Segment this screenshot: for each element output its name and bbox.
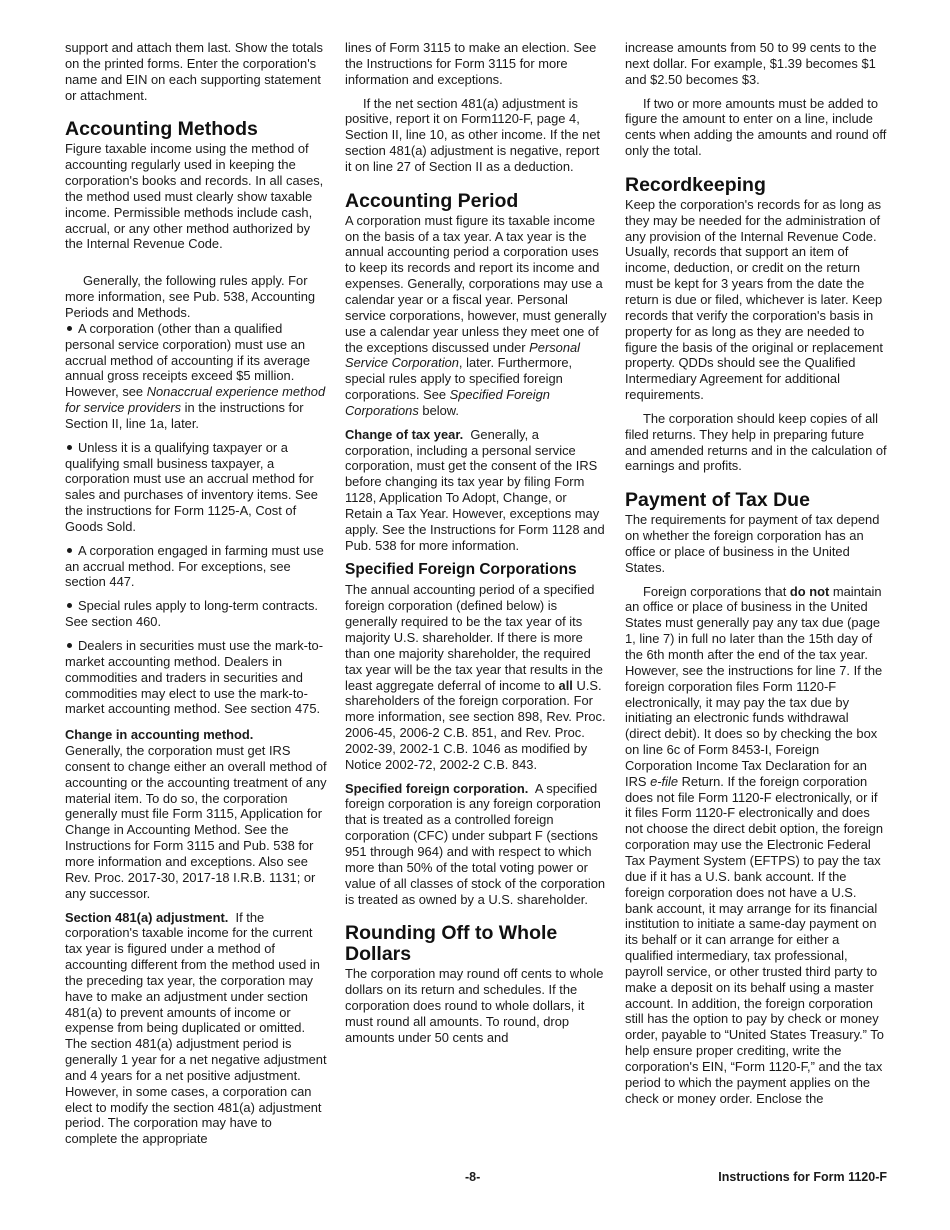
column-1 bbox=[65, 40, 327, 1155]
section-481a-adjustment: Section 481(a) adjustment. If the corporation's taxable income for the current tax year is figured under a method of accounting different from the method used in the preceding tax year, the corporation may have to make an adjustment under section 481(a) to prevent amounts of income or expense from being duplicated or omitted. The section 481(a) adjustment period is generally 1 year for a net negative adjustment and 4 years for a net positive adjustment. However, in some cases, a corporation can elect to modify the section 481(a) adjustment period. The corporation may have to complete the appropriate bbox=[65, 909, 327, 1147]
continued-paragraph: lines of Form 3115 to make an election. See the Instructions for Form 3115 for more information and exceptions. bbox=[345, 40, 597, 87]
bullet-icon bbox=[67, 603, 72, 608]
rounding-paragraph: The corporation may round off cents to whole dollars on its return and schedules. If the corporation does round to whole dollars, it must round all amounts. To round, drop amounts under 50 cents and bbox=[345, 966, 604, 1045]
bullet-item: Unless it is a qualifying taxpayer or a qualifying small business taxpayer, a corporation must use an accrual method for sales and purchases of inventory items. See the instructions for Form 1125-A, Cost of Goods Sold. bbox=[65, 439, 318, 534]
form-label: Instructions for Form 1120-F bbox=[718, 1170, 887, 1184]
change-of-tax-year: Change of tax year. Generally, a corporation, including a personal service corporation, must get the consent of the IRS before changing its tax year by filing Form 1128, Application To Adopt, Change, or Retain a Tax Year. However, exceptions may apply. See the Instructions for Form 1128 and Pub. 538 for more information. bbox=[345, 426, 605, 553]
section-481a-paragraph-2: If the net section 481(a) adjustment is positive, report it on Form1120-F, page 4, Section II, line 10, as other income. If the net section 481(a) adjustment is negative, report it on line 27 of Section II as a deduction. bbox=[345, 95, 601, 174]
column-3 bbox=[625, 40, 887, 1114]
heading-accounting-methods: Accounting Methods bbox=[65, 118, 258, 141]
heading-payment-of-tax-due: Payment of Tax Due bbox=[625, 489, 810, 512]
rounding-paragraph-2: If two or more amounts must be added to figure the amount to enter on a line, include cents when adding the amounts and round off only the total. bbox=[625, 95, 887, 159]
methods-paragraph-2: Generally, the following rules apply. For more information, see Pub. 538, Accounting Periods and Methods. bbox=[65, 273, 316, 320]
intro-paragraph: support and attach them last. Show the totals on the printed forms. Enter the corporation's name and EIN on each supporting statement or attachment. bbox=[65, 40, 323, 103]
payment-paragraph-1: The requirements for payment of tax depend on whether the foreign corporation has an office or place of business in the United States. bbox=[625, 512, 880, 575]
heading-specified-foreign-corporations: Specified Foreign Corporations bbox=[345, 561, 577, 579]
change-accounting-method: Change in accounting method. Generally, the corporation must get IRS consent to change either an overall method of accounting or the accounting treatment of any material item. To do so, the corporation generally must file Form 3115, Application for Change in Accounting Method. See the Instructions for Form 3115 and Pub. 538 for more information and exceptions. Also see Rev. Proc. 2017-30, 2017-18 I.R.B. 1131; or any successor. bbox=[65, 727, 327, 901]
payment-paragraph-2: Foreign corporations that do not maintain an office or place of business in the United States must generally pay any tax due (page 1, line 7) in full no later than the 15th day of the 6th month after the end of the tax year. However, see the instructions for line 7. If the foreign corporation files Form 1120-F electronically, it may pay the tax due by initiating an electronic funds withdrawal (direct debit). It does so by checking the box on line 6c of Form 8453-I, Foreign Corporation Income Tax Declaration for an IRS e-file Return. If the foreign corporation does not file Form 1120-F electronically, or if it files Form 1120-F electronically and does not choose the direct debit option, the foreign corporation may use the Electronic Federal Tax Payment System (EFTPS) to pay the tax due if it has a U.S. bank account. If the foreign corporation does not have a U.S. bank account, it may arrange for its financial institution to initiate a same-day payment on its behalf or it can arrange for either a qualified intermediary, tax professional, payroll service, or other trusted third party to make a deposit on its behalf using a master account. In addition, the foreign corporation still has the option to pay by check or money order, payable to “United States Treasury.” To help ensure proper crediting, write the corporation's EIN, “Form 1120-F,” and the tax period to which the payment applies on the check or money order. Enclose the bbox=[625, 583, 884, 1106]
accounting-period-paragraph: A corporation must figure its taxable income on the basis of a tax year. A tax year is the annual accounting period a corporation uses to keep its records and report its income and expenses. Generally, corporations may use a calendar year or a fiscal year. Personal service corporations, however, must generally use a calendar year unless they meet one of the exceptions discussed under Personal Service Corporation, later. Furthermore, special rules apply to specified foreign corporations. See Specified Foreign Corporations below. bbox=[345, 212, 607, 418]
bullet-item: A corporation engaged in farming must use an accrual method. For exceptions, see section 447. bbox=[65, 542, 324, 590]
continued-paragraph: increase amounts from 50 to 99 cents to the next dollar. For example, $1.39 becomes $1 and $2.50 becomes $3. bbox=[625, 40, 877, 87]
bullet-icon bbox=[67, 445, 72, 450]
column-2 bbox=[345, 40, 607, 1054]
heading-rounding-off: Rounding Off to Whole Dollars bbox=[345, 922, 558, 966]
bullet-item: Special rules apply to long-term contracts. See section 460. bbox=[65, 598, 319, 630]
heading-recordkeeping: Recordkeeping bbox=[625, 173, 766, 196]
bullet-item: Dealers in securities must use the mark-to-market accounting method. Dealers in commodities and traders in securities and commodities may elect to use the mark-to-market accounting method. See section 475. bbox=[65, 638, 324, 717]
bullet-icon bbox=[67, 548, 72, 553]
bullet-icon bbox=[67, 643, 72, 648]
page-number: -8- bbox=[465, 1170, 481, 1184]
methods-paragraph-1: Figure taxable income using the method of accounting regularly used in keeping the corporation's books and records. In all cases, the method used must clearly show taxable income. Permissible methods include cash, accrual, or any other method authorized by the Internal Revenue Code. bbox=[65, 141, 324, 252]
recordkeeping-paragraph-2: The corporation should keep copies of all filed returns. They help in preparing future and amended returns and in the calculation of earnings and profits. bbox=[625, 410, 887, 474]
bullet-item: A corporation (other than a qualified personal service corporation) must use an accrual method of accounting if its average annual gross receipts exceed $5 million. However, see Nonaccrual experience method for service providers in the instructions for Section II, line 1a, later. bbox=[65, 320, 326, 431]
bullet-icon bbox=[67, 326, 72, 331]
specified-foreign-corporations-paragraph: The annual accounting period of a specified foreign corporation (defined below) is generally required to be the tax year of its majority U.S. shareholder. If there is more than one majority shareholder, the required tax year will be the tax year that results in the least aggregate deferral of income to all U.S. shareholders of the foreign corporation. For more information, see section 898, Rev. Proc. 2006-45, 2006-2 C.B. 851, and Rev. Proc. 2002-39, 2002-1 C.B. 1046 as modified by Notice 2002-72, 2002-2 C.B. 843. bbox=[345, 582, 606, 772]
heading-accounting-period: Accounting Period bbox=[345, 189, 519, 212]
specified-foreign-corporation-definition: Specified foreign corporation. A specified foreign corporation is any foreign corporation that is treated as a controlled foreign corporation (CFC) under subpart F (sections 951 through 964) and with respect to which more than 50% of the total voting power or value of all classes of stock of the corporation is treated as owned by a U.S. shareholder. bbox=[345, 780, 606, 907]
recordkeeping-paragraph-1: Keep the corporation's records for as long as they may be needed for the administration of any provision of the Internal Revenue Code. Usually, records that support an item of income, deduction, or credit on the return must be kept for 3 years from the date the return is due or filed, whichever is later. Keep records that verify the corporation's basis in property for as long as they are needed to figure the basis of the original or replacement property. QDDs should see the Qualified Intermediary Agreement for additional requirements. bbox=[625, 196, 883, 403]
